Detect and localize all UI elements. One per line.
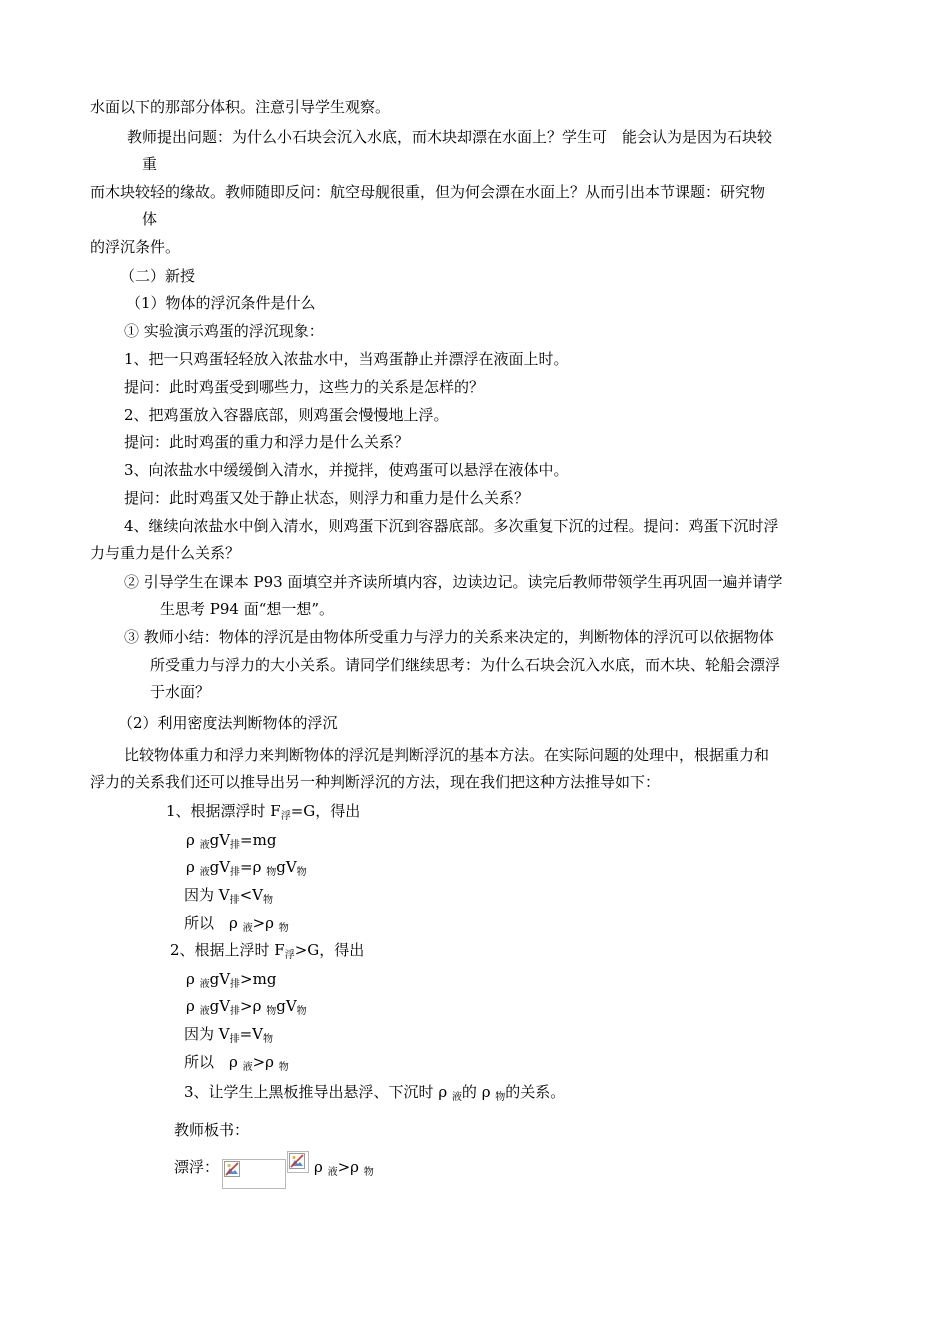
subsection-heading: （2）利用密度法判断物体的浮沉 — [118, 714, 338, 732]
text-line: 提问：此时鸡蛋又处于静止状态，则浮力和重力是什么关系？ — [124, 489, 530, 507]
text-line: 提问：此时鸡蛋受到哪些力，这些力的关系是怎样的？ — [124, 378, 485, 396]
text-line: 力与重力是什么关系？ — [90, 544, 241, 562]
equation: 因为 $V_排<V_物$ — [184, 886, 274, 906]
equation: ρ $_液gV_排>\rho$ $_物gV_物$ — [186, 997, 307, 1017]
text-line: 3、让学生上黑板推导出悬浮、下沉时 ρ $_液$的 ρ $_物$的关系。 — [184, 1083, 566, 1103]
text-line: 所受重力与浮力的大小关系。请同学们继续思考：为什么石块会沉入水底，而木块、轮船会漂浮 — [150, 656, 781, 674]
text-line: 比较物体重力和浮力来判断物体的浮沉是判断浮沉的基本方法。在实际问题的处理中，根据重力和 — [124, 746, 770, 764]
equation: ρ $_液gV_排=\rho$ $_物gV_物$ — [186, 858, 307, 878]
text-line: 提问：此时鸡蛋的重力和浮力是什么关系？ — [124, 433, 410, 451]
broken-image-icon — [289, 1153, 305, 1169]
text-line: 教师提出问题：为什么小石块会沉入水底，而木块却漂在水面上？学生可 能会认为是因为石块较 — [127, 128, 773, 146]
text-line: ① 实验演示鸡蛋的浮沉现象： — [124, 322, 324, 340]
broken-image-icon — [224, 1161, 240, 1177]
text-line: 1、把一只鸡蛋轻轻放入浓盐水中，当鸡蛋静止并漂浮在液面上时。 — [124, 350, 569, 368]
board-relation: ρ $_液$>ρ $_物$ — [314, 1158, 374, 1178]
text-line: 2、把鸡蛋放入容器底部，则鸡蛋会慢慢地上浮。 — [124, 406, 449, 424]
text-line: 的浮沉条件。 — [90, 238, 181, 256]
section-heading: （二）新授 — [120, 267, 196, 285]
text-line: 体 — [142, 210, 158, 228]
equation: 因为 $V_排=V_物$ — [184, 1025, 274, 1045]
equation: ρ $_液gV_排=mg$ — [186, 831, 277, 851]
text-line: 生思考 P94 面“想一想”。 — [160, 600, 335, 618]
text-line: 浮力的关系我们还可以推导出另一种判断浮沉的方法，现在我们把这种方法推导如下： — [90, 773, 661, 791]
board-float-label: 漂浮： — [174, 1158, 220, 1176]
equation: ρ $_液gV_排>mg$ — [186, 970, 277, 990]
text-line: 重 — [142, 155, 158, 173]
text-line: 4、继续向浓盐水中倒入清水，则鸡蛋下沉到容器底部。多次重复下沉的过程。提问：鸡蛋下沉时浮 — [124, 517, 779, 535]
text-line: 水面以下的那部分体积。注意引导学生观察。 — [90, 98, 391, 116]
broken-image-placeholder — [222, 1159, 286, 1189]
text-line: 3、向浓盐水中缓缓倒入清水，并搅拌，使鸡蛋可以悬浮在液体中。 — [124, 461, 569, 479]
derivation-heading: 2、根据上浮时 $F_浮>G$，得出 — [170, 941, 365, 961]
subsection-heading: （1）物体的浮沉条件是什么 — [126, 294, 316, 312]
broken-image-placeholder — [287, 1151, 309, 1173]
equation: 所以 ρ $_液$>ρ $_物$ — [184, 1053, 289, 1073]
derivation-heading: 1、根据漂浮时 $F_浮=G$，得出 — [166, 802, 361, 822]
equation: 所以 ρ $_液$>ρ $_物$ — [184, 914, 289, 934]
board-title: 教师板书： — [174, 1121, 250, 1139]
text-line: ② 引导学生在课本 P93 面填空并齐读所填内容，边读边记。读完后教师带领学生再巩固一遍并请学 — [124, 573, 783, 591]
text-line: ③ 教师小结：物体的浮沉是由物体所受重力与浮力的关系来决定的，判断物体的浮沉可以依据物体 — [124, 628, 774, 646]
text-line: 而木块较轻的缘故。教师随即反问：航空母舰很重，但为何会漂在水面上？从而引出本节课题：研究物 — [90, 183, 766, 201]
text-line: 于水面？ — [150, 683, 211, 701]
